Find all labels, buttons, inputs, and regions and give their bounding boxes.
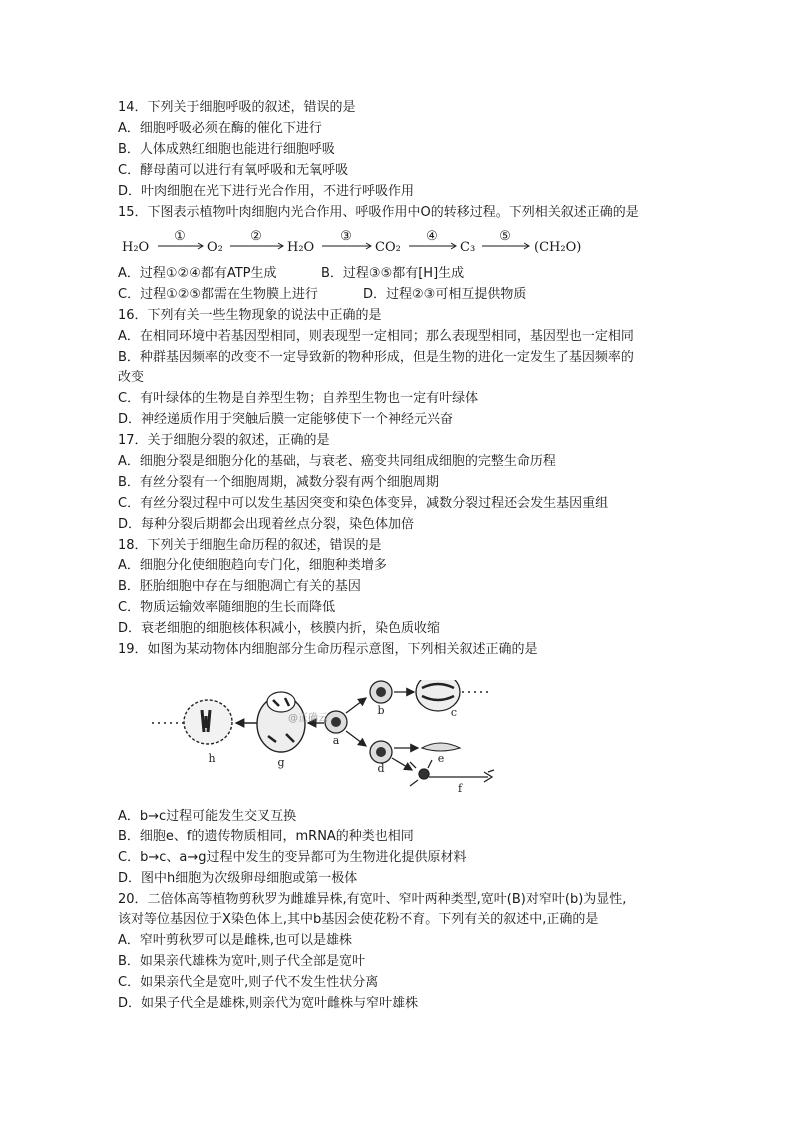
cell-a-icon <box>325 711 347 733</box>
q14-option-b: B．人体成熟红细胞也能进行细胞呼吸 <box>118 142 335 157</box>
q19-option-c: C．b→c、a→g过程中发生的变异都可为生物进化提供原材料 <box>118 850 467 865</box>
q16-option-c: C．有叶绿体的生物是自养型生物；自养型生物也一定有叶绿体 <box>118 391 479 406</box>
q15-option-c: C．过程①②⑤都需在生物膜上进行 <box>118 287 319 302</box>
q18-option-d: D．衰老细胞的细胞核体积减小，核膜内折，染色质收缩 <box>118 621 441 636</box>
cell-h-icon <box>184 700 232 744</box>
q20-option-d: D．如果子代全是雄株,则亲代为宽叶雌株与窄叶雄株 <box>118 996 419 1011</box>
arrow-a-to-b <box>346 698 366 713</box>
label-a: a <box>332 734 340 747</box>
formula-term-4: CO₂ <box>375 240 401 255</box>
q14-option-d: D．叶肉细胞在光下进行光合作用，不进行呼吸作用 <box>118 184 415 199</box>
arrow-d-to-f <box>392 758 412 770</box>
q14-option-c: C．酵母菌可以进行有氧呼吸和无氧呼吸 <box>118 163 349 178</box>
cell-f-icon <box>410 760 494 786</box>
cell-e-icon <box>422 743 460 751</box>
q19-option-b: B．细胞e、f的遗传物质相同，mRNA的种类也相同 <box>118 829 414 844</box>
q20-option-b: B．如果亲代雄株为宽叶,则子代全部是宽叶 <box>118 954 366 969</box>
q14-stem: 14．下列关于细胞呼吸的叙述，错误的是 <box>118 100 356 115</box>
q20-stem-cont: 该对等位基因位于X染色体上,其中b基因会使花粉不育。下列有关的叙述中,正确的是 <box>118 912 599 927</box>
cell-d-icon <box>370 741 392 763</box>
q15-option-a: A．过程①②④都有ATP生成 <box>118 266 277 281</box>
q18-stem: 18．下列关于细胞生命历程的叙述，错误的是 <box>118 538 382 553</box>
cell-b-icon <box>370 681 392 703</box>
formula-term-2: O₂ <box>207 240 223 255</box>
q18-option-c: C．物质运输效率随细胞的生长而降低 <box>118 600 336 615</box>
q16-option-d: D．神经递质作用于突触后膜一定能够使下一个神经元兴奋 <box>118 412 454 427</box>
q15-option-d: D．过程②③可相互提供物质 <box>363 287 527 302</box>
cell-life-history-diagram <box>148 680 508 800</box>
q15-stem: 15．下图表示植物叶肉细胞内光合作用、呼吸作用中O的转移过程。下列相关叙述正确的是 <box>118 205 639 220</box>
step-2-label: ② <box>250 230 262 244</box>
oxygen-transfer-formula <box>122 230 602 258</box>
q20-stem: 20．二倍体高等植物剪秋罗为雌雄异株,有宽叶、窄叶两种类型,宽叶(B)对窄叶(b)为显性, <box>118 892 627 907</box>
q17-option-d: D．每种分裂后期都会出现着丝点分裂，染色体加倍 <box>118 517 415 532</box>
q16-option-b-cont: 改变 <box>118 370 145 385</box>
formula-term-1: H₂O <box>122 240 150 255</box>
step-4-label: ④ <box>426 230 438 244</box>
label-g: g <box>277 756 285 769</box>
q14-option-a: A．细胞呼吸必须在酶的催化下进行 <box>118 121 322 136</box>
step-3-label: ③ <box>340 230 352 244</box>
label-d: d <box>377 762 385 775</box>
q19-option-d: D．图中h细胞为次级卵母细胞或第一极体 <box>118 871 358 886</box>
q15-option-b: B．过程③⑤都有[H]生成 <box>321 266 465 281</box>
formula-term-5: C₃ <box>460 240 476 255</box>
q16-option-a: A．在相同环境中若基因型相同，则表现型一定相同；那么表现型相同，基因型也一定相同 <box>118 329 634 344</box>
q16-option-b: B．种群基因频率的改变不一定导致新的物种形成，但是生物的进化一定发生了基因频率的 <box>118 350 634 365</box>
formula-term-6: (CH₂O) <box>534 240 582 255</box>
label-b: b <box>377 704 385 717</box>
watermark: @正确云 <box>288 713 328 724</box>
label-f: f <box>457 782 463 795</box>
q15-options-cd <box>118 286 526 304</box>
arrow-a-to-d <box>346 731 366 746</box>
q20-option-a: A．窄叶剪秋罗可以是雌株,也可以是雄株 <box>118 933 353 948</box>
label-e: e <box>437 752 445 765</box>
step-1-label: ① <box>174 230 186 244</box>
q17-stem: 17．关于细胞分裂的叙述，正确的是 <box>118 433 330 448</box>
q18-option-a: A．细胞分化使细胞趋向专门化，细胞种类增多 <box>118 558 387 573</box>
q20-option-c: C．如果亲代全是宽叶,则子代不发生性状分离 <box>118 975 379 990</box>
step-5-label: ⑤ <box>499 230 511 244</box>
formula-term-3: H₂O <box>287 240 315 255</box>
label-h: h <box>208 752 216 765</box>
q17-option-b: B．有丝分裂有一个细胞周期，减数分裂有两个细胞周期 <box>118 475 439 490</box>
q19-stem: 19．如图为某动物体内细胞部分生命历程示意图，下列相关叙述正确的是 <box>118 642 538 657</box>
q17-option-c: C．有丝分裂过程中可以发生基因突变和染色体变异，减数分裂过程还会发生基因重组 <box>118 496 609 511</box>
label-c: c <box>450 706 458 719</box>
q17-option-a: A．细胞分裂是细胞分化的基础，与衰老、癌变共同组成细胞的完整生命历程 <box>118 454 556 469</box>
q16-stem: 16．下列有关一些生物现象的说法中正确的是 <box>118 308 382 323</box>
q18-option-b: B．胚胎细胞中存在与细胞凋亡有关的基因 <box>118 579 361 594</box>
q15-options-ab <box>118 265 464 283</box>
q19-option-a: A．b→c过程可能发生交叉互换 <box>118 809 297 824</box>
